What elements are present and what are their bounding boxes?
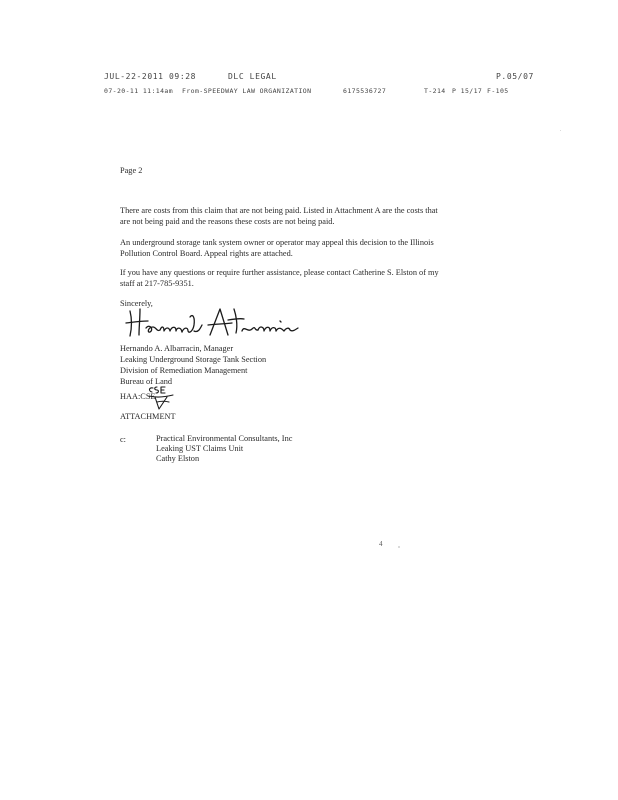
scan-speck bbox=[560, 130, 561, 131]
appeal-paragraph bbox=[120, 237, 500, 259]
handwritten-signature bbox=[124, 303, 300, 343]
fax-header-from: From-SPEEDWAY LAW ORGANIZATION bbox=[182, 87, 312, 95]
costs-paragraph-line-1: There are costs from this claim that are not being paid. Listed in Attachment A are the costs that bbox=[120, 206, 438, 215]
costs-paragraph bbox=[120, 205, 500, 227]
fax-header-sender: DLC LEGAL bbox=[228, 72, 277, 81]
fax-header-fax-page: P 15/17 bbox=[452, 87, 483, 95]
page-number: 4 bbox=[379, 540, 383, 548]
contact-paragraph bbox=[120, 267, 500, 289]
cc-recipient: Leaking UST Claims Unit bbox=[156, 444, 244, 453]
fax-header-page: P.05/07 bbox=[496, 72, 534, 81]
appeal-paragraph-line-2: Pollution Control Board. Appeal rights are attached. bbox=[120, 249, 293, 258]
appeal-paragraph-line-1: An underground storage tank system owner or operator may appeal this decision to the Illinois bbox=[120, 238, 434, 247]
cc-label: c: bbox=[120, 435, 126, 444]
fax-header-transmission: T-214 bbox=[424, 87, 446, 95]
reference-initials: HAA:CSE bbox=[120, 392, 156, 401]
handwritten-initials bbox=[145, 385, 177, 411]
signatory-block bbox=[120, 343, 266, 387]
contact-paragraph-line-2: staff at 217-785-9351. bbox=[120, 279, 194, 288]
cc-recipient: Cathy Elston bbox=[156, 454, 200, 463]
signatory-bureau: Bureau of Land bbox=[120, 377, 173, 386]
contact-paragraph-line-1: If you have any questions or require further assistance, please contact Catherine S. Elston of my bbox=[120, 268, 439, 277]
attachment-label: ATTACHMENT bbox=[120, 412, 176, 421]
signatory-name-title: Hernando A. Albarracin, Manager bbox=[120, 344, 234, 353]
cc-recipient-list bbox=[156, 434, 292, 464]
page-label: Page 2 bbox=[120, 166, 143, 175]
closing-salutation: Sincerely, bbox=[120, 299, 153, 308]
fax-header-fax-number: 6175536727 bbox=[343, 87, 387, 95]
fax-header-date-time: JUL-22-2011 09:28 bbox=[104, 72, 197, 81]
fax-header-received-time: 07-20-11 11:14am bbox=[104, 87, 174, 95]
cc-recipient: Practical Environmental Consultants, Inc bbox=[156, 434, 293, 443]
scan-speck bbox=[398, 546, 400, 548]
signatory-section: Leaking Underground Storage Tank Section bbox=[120, 355, 267, 364]
fax-header-file-number: F-105 bbox=[487, 87, 509, 95]
costs-paragraph-line-2: are not being paid and the reasons these costs are not being paid. bbox=[120, 217, 335, 226]
signatory-division: Division of Remediation Management bbox=[120, 366, 248, 375]
